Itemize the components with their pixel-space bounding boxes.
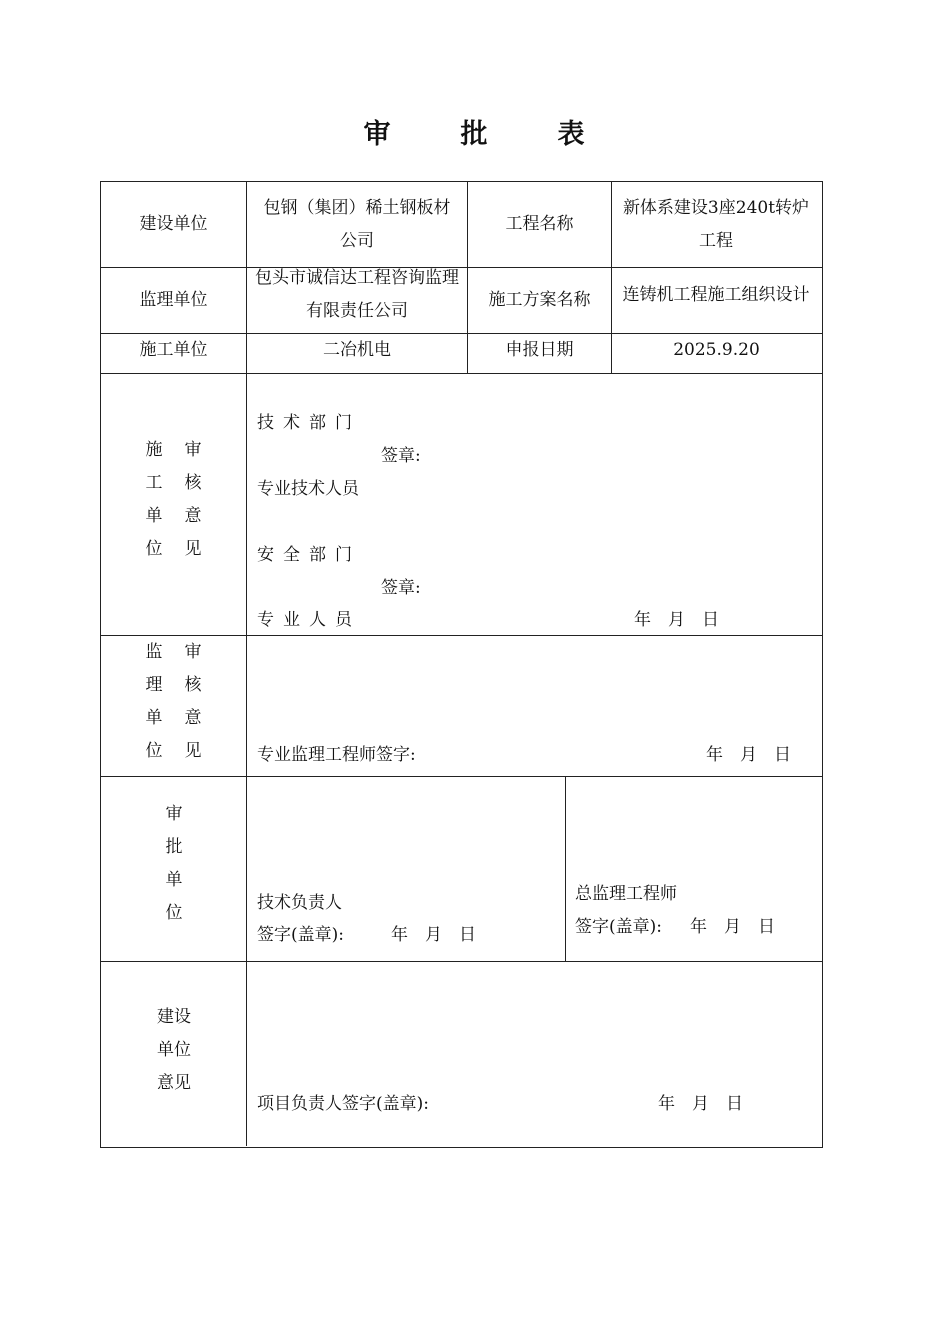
supervision-review-label-opinion xyxy=(183,636,203,768)
title-char-3: 表 xyxy=(557,119,587,150)
tech-lead-sign-label: 签字(盖章): xyxy=(257,925,344,945)
chief-engineer-date: 年 月 日 xyxy=(690,917,775,937)
column-divider xyxy=(246,181,247,1146)
plan-name-label: 施工方案名称 xyxy=(488,290,591,310)
row-divider xyxy=(100,961,822,962)
approval-unit-label-text: 审批单位 xyxy=(165,804,183,923)
chief-engineer-sign-label: 签字(盖章): xyxy=(575,917,662,937)
column-divider xyxy=(565,776,566,961)
tech-staff-label: 专业技术人员 xyxy=(257,479,359,499)
construction-unit-value: 二冶机电 xyxy=(323,340,391,360)
safety-dept-sign-label: 签章: xyxy=(381,578,421,598)
report-date-value: 2025.9.20 xyxy=(673,340,760,360)
supervision-unit-value: 包头市诚信达工程咨询监理有限责任公司 xyxy=(255,268,459,321)
row-divider xyxy=(100,635,822,636)
build-unit-value: 包钢（集团）稀土钢板材公司 xyxy=(263,197,451,251)
owner-opinion-label xyxy=(152,1001,196,1100)
chief-engineer-label: 总监理工程师 xyxy=(575,884,677,904)
construction-review-date: 年 月 日 xyxy=(634,610,719,630)
supervision-review-label-unit xyxy=(144,636,164,768)
owner-opinion-date: 年 月 日 xyxy=(658,1094,743,1114)
row-divider xyxy=(100,373,822,374)
build-unit-label: 建设单位 xyxy=(139,214,208,234)
tech-dept-sign-label: 签章: xyxy=(381,446,421,466)
tech-lead-date: 年 月 日 xyxy=(391,925,476,945)
project-name-label: 工程名称 xyxy=(505,214,574,234)
construction-review-label-opinion xyxy=(183,434,203,566)
construction-unit-label: 施工单位 xyxy=(139,340,208,360)
supervision-review-label-unit-text: 监理单位 xyxy=(145,642,163,761)
row-divider xyxy=(100,776,822,777)
supervision-unit-label: 监理单位 xyxy=(139,290,208,310)
safety-dept-label: 安全部门 xyxy=(257,545,361,565)
tech-dept-label: 技术部门 xyxy=(257,413,361,433)
approval-unit-label xyxy=(163,798,185,930)
professional-staff-label: 专业人员 xyxy=(257,610,361,630)
tech-lead-label: 技术负责人 xyxy=(257,893,342,913)
plan-name-value: 连铸机工程施工组织设计 xyxy=(622,284,810,305)
supervision-review-label-opinion-text: 审核意见 xyxy=(184,642,202,761)
supervision-review-date: 年 月 日 xyxy=(706,745,791,765)
construction-review-label-opinion-text: 审核意见 xyxy=(184,440,202,559)
title-char-1: 审 xyxy=(363,119,393,150)
owner-opinion-label-text: 建设单位意见 xyxy=(157,1007,191,1093)
title-char-2: 批 xyxy=(460,119,490,150)
report-date-label: 申报日期 xyxy=(505,340,574,360)
project-name-value: 新体系建设3座240t转炉工程 xyxy=(622,197,810,251)
project-lead-sign-label: 项目负责人签字(盖章): xyxy=(257,1094,429,1114)
supervision-engineer-sign-label: 专业监理工程师签字: xyxy=(257,745,416,765)
construction-review-label-unit xyxy=(144,434,164,566)
construction-review-label-unit-text: 施工单位 xyxy=(145,440,163,559)
page-title xyxy=(0,112,950,151)
